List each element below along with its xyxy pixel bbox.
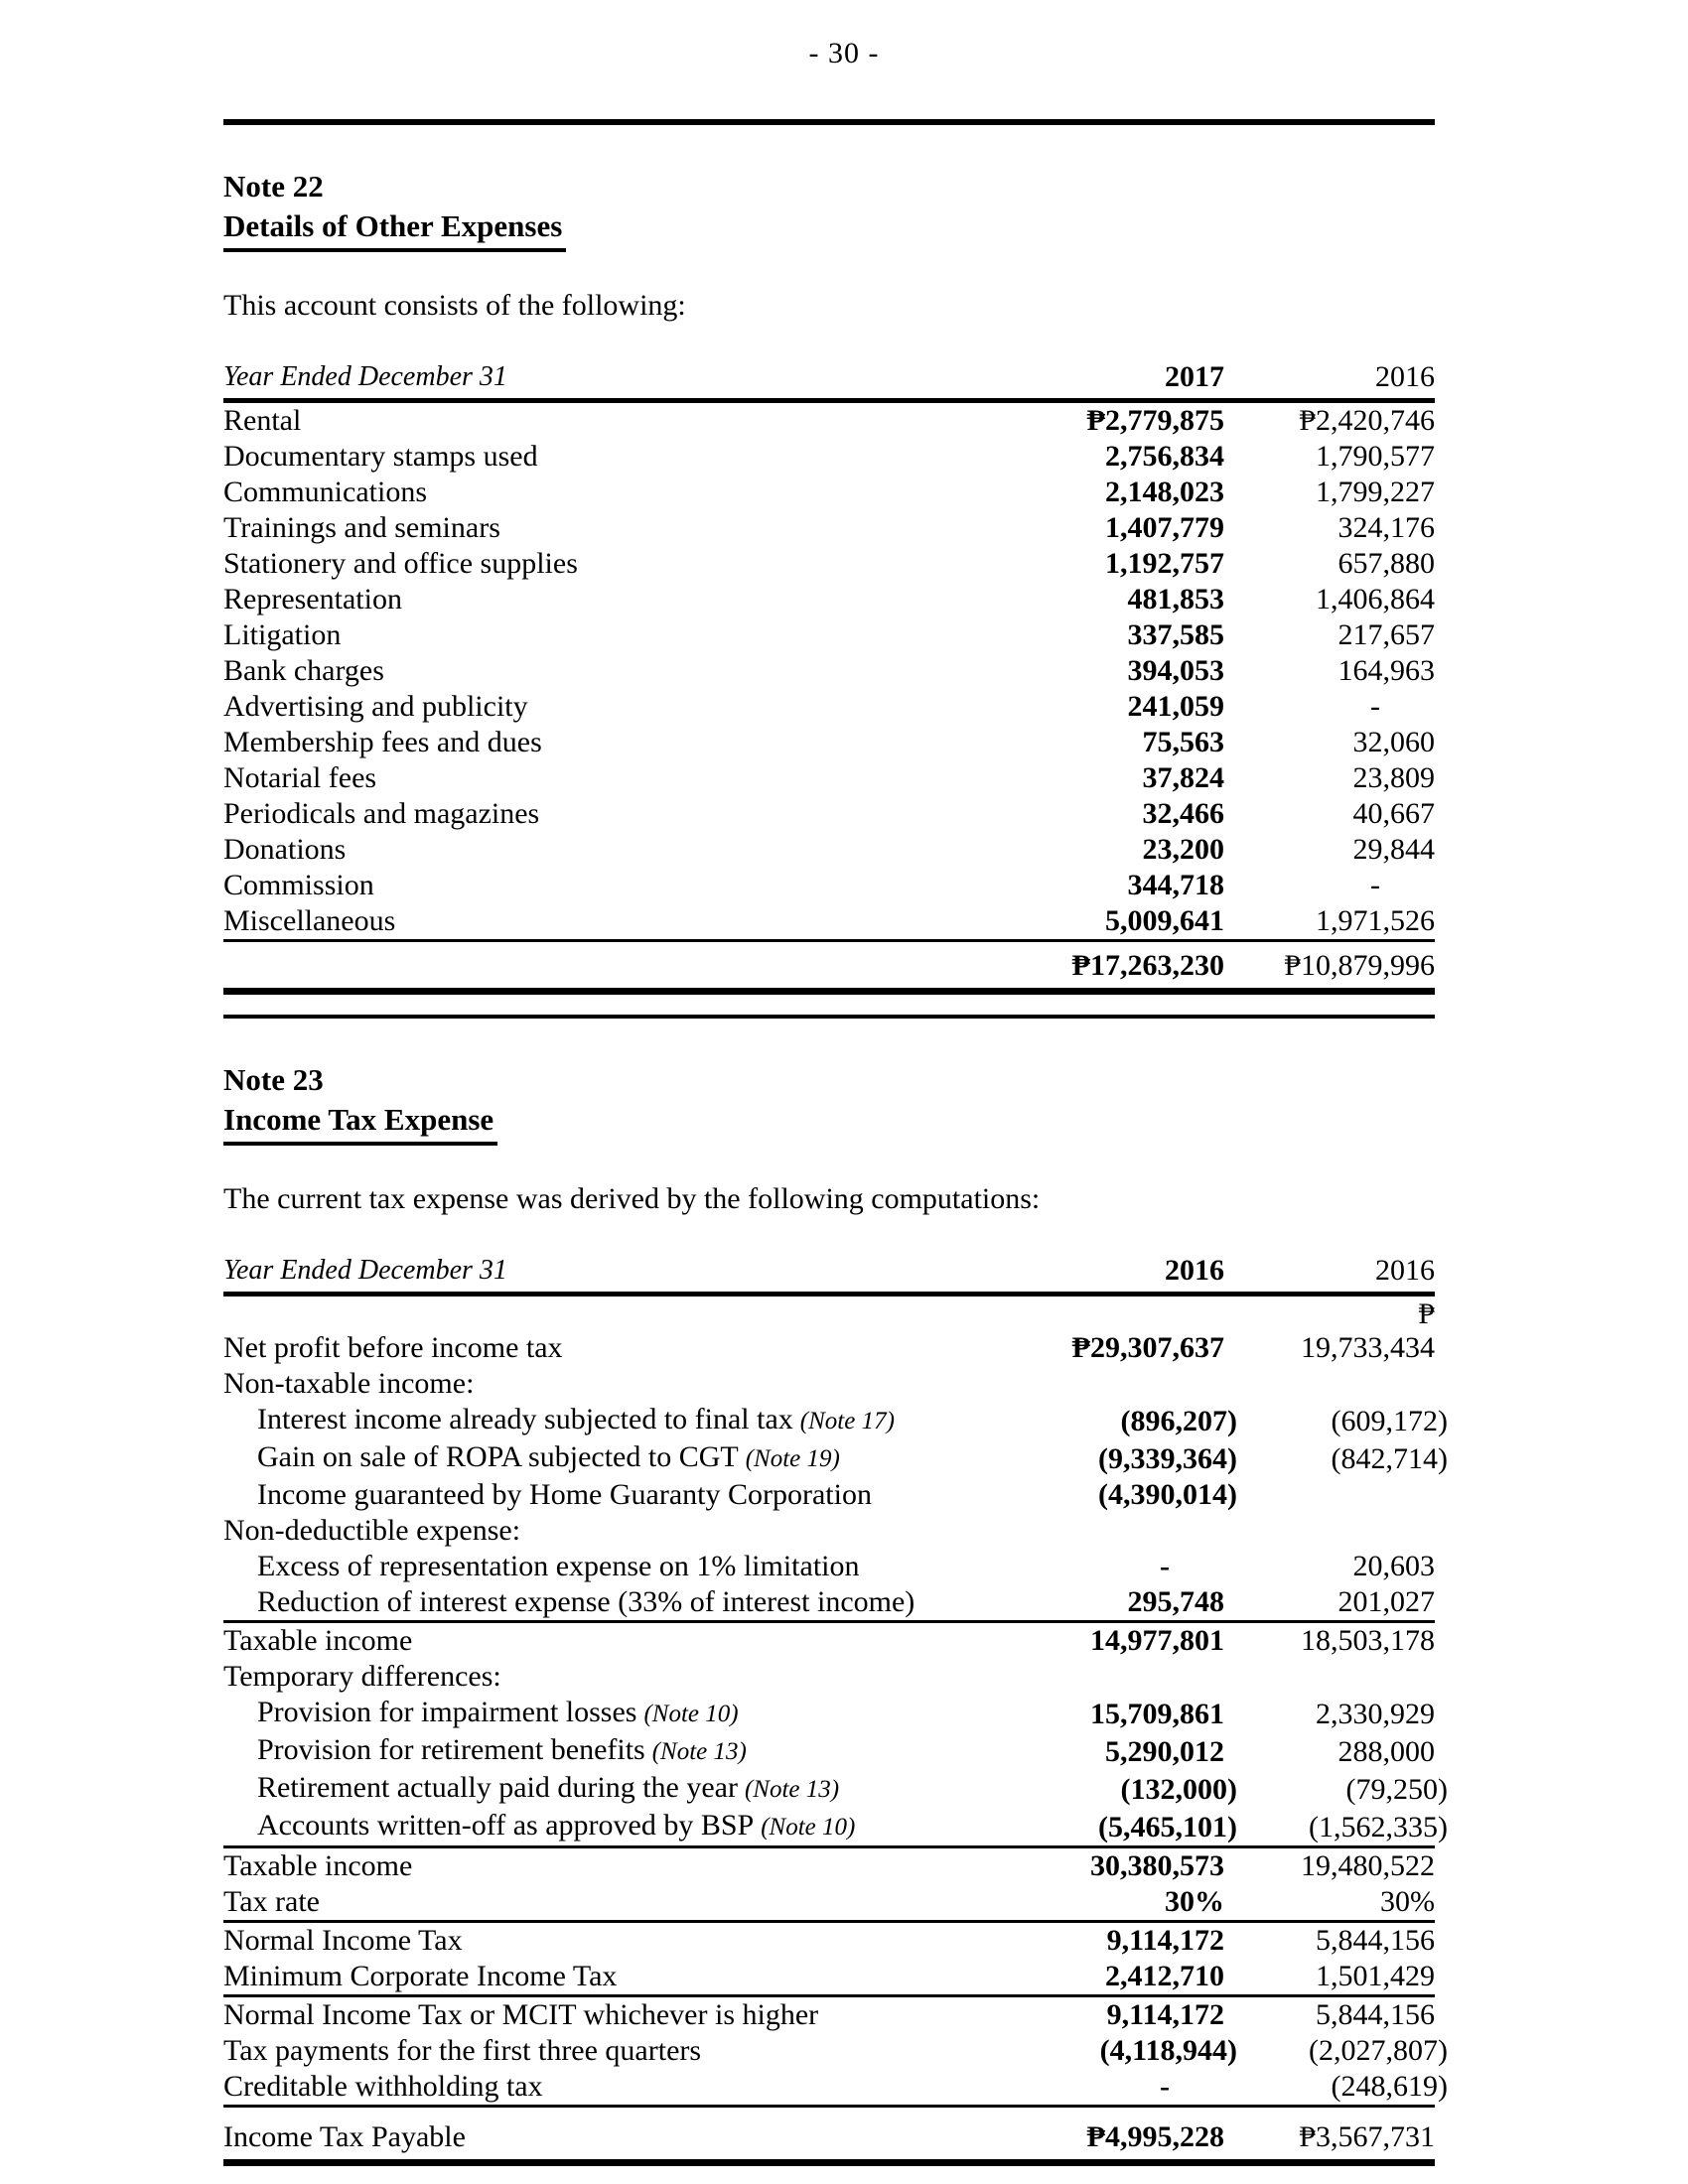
row-value-1: 75,563 (1142, 726, 1224, 758)
row-label: Representation (223, 583, 402, 615)
table-row (223, 1549, 1435, 1584)
year-col1-header: 2016 (1165, 1254, 1224, 1287)
note22-title-row (223, 206, 1435, 252)
row-label: Miscellaneous (223, 904, 396, 937)
year-col1-header: 2017 (1165, 360, 1224, 393)
row-value-1: 23,200 (1142, 833, 1224, 866)
row-value-2: 1,790,577 (1316, 440, 1435, 473)
total-value-2: ₱10,879,996 (1284, 949, 1435, 982)
table-row (223, 1996, 1435, 2034)
note-reference: (Note 13) (651, 1738, 747, 1765)
row-value-1: 2,756,834 (1105, 440, 1224, 473)
note-reference: (Note 10) (761, 1814, 856, 1841)
section-divider (223, 1015, 1435, 1019)
table-row (223, 1959, 1435, 1996)
row-label: Stationery and office supplies (223, 547, 578, 580)
row-value-2: 657,880 (1337, 547, 1435, 580)
table-row (223, 1439, 1435, 1477)
page-content (223, 119, 1448, 2166)
row-value-2: 288,000 (1337, 1735, 1435, 1768)
row-value-2: 1,799,227 (1316, 476, 1435, 508)
row-value-1: 14,977,801 (1090, 1624, 1224, 1657)
row-value-2: (79,250) (1345, 1773, 1448, 1806)
row-value-2: 32,060 (1352, 726, 1435, 758)
row-label: Communications (223, 476, 427, 508)
row-value-1: 30% (1165, 1885, 1224, 1918)
row-label: Membership fees and dues (223, 726, 542, 758)
note23-title: Income Tax Expense (223, 1100, 497, 1146)
row-value-2: 19,480,522 (1301, 1849, 1435, 1882)
table-row (223, 1922, 1435, 1960)
note-reference: (Note 10) (643, 1701, 739, 1727)
row-label: Taxable income (223, 1624, 413, 1657)
table-row (223, 1884, 1435, 1922)
row-label: Retirement actually paid during the year (257, 1771, 738, 1804)
note23-intro: The current tax expense was derived by the following computations: (223, 1182, 1041, 1215)
note22-number: Note 22 (223, 169, 324, 204)
section-row (223, 1659, 1435, 1695)
table-row (223, 1808, 1435, 1847)
row-value-1: 2,412,710 (1105, 1960, 1224, 1992)
note22-title: Details of Other Expenses (223, 206, 566, 252)
row-label: Interest income already subjected to final tax (257, 1403, 793, 1435)
row-label: Donations (223, 833, 347, 866)
row-value-1: ₱2,779,875 (1086, 404, 1224, 437)
row-value-2: 30% (1380, 1885, 1435, 1918)
row-value-2: 29,844 (1352, 833, 1435, 866)
row-value-1: 1,407,779 (1105, 511, 1224, 544)
table-row (223, 868, 1435, 903)
row-label: Excess of representation expense on 1% limitation (257, 1550, 860, 1582)
row-value-1: (5,465,101) (1098, 1811, 1237, 1843)
row-value-2: 18,503,178 (1301, 1624, 1435, 1657)
total-value-2: ₱3,567,731 (1299, 2120, 1435, 2153)
table-row (223, 475, 1435, 510)
row-value-1: 481,853 (1127, 583, 1224, 615)
total-label: Income Tax Payable (223, 2120, 466, 2153)
row-label: Rental (223, 404, 302, 437)
row-value-2: 1,406,864 (1316, 583, 1435, 615)
row-label: Provision for impairment losses (257, 1696, 637, 1728)
row-label: Reduction of interest expense (33% of interest income) (257, 1585, 915, 1618)
row-label: Creditable withholding tax (223, 2070, 543, 2103)
table-row (223, 1330, 1435, 1366)
row-value-1: 241,059 (1127, 690, 1224, 723)
row-label: Litigation (223, 618, 342, 651)
row-value-2: 40,667 (1352, 797, 1435, 830)
total-row (223, 941, 1435, 992)
row-value-1: 5,009,641 (1105, 904, 1224, 937)
note-reference: (Note 17) (799, 1408, 895, 1434)
table-row (223, 653, 1435, 689)
table-row (223, 1584, 1435, 1622)
peso-sign: ₱ (1418, 1297, 1435, 1330)
table-header-row (223, 359, 1435, 401)
row-value-2: 217,657 (1337, 618, 1435, 651)
note23-heading (223, 1060, 1435, 1146)
total-row (223, 2107, 1435, 2163)
row-label: Net profit before income tax (223, 1331, 563, 1364)
row-value-1: - (1160, 2070, 1170, 2103)
row-value-1: 1,192,757 (1105, 547, 1224, 580)
row-label: Temporary differences: (223, 1660, 501, 1693)
currency-symbol-row (223, 1295, 1435, 1331)
row-value-2: (2,027,807) (1309, 2034, 1448, 2067)
row-label: Tax rate (223, 1885, 321, 1918)
row-value-2: 2,330,929 (1316, 1698, 1435, 1730)
row-label: Advertising and publicity (223, 690, 528, 723)
row-value-1: 2,148,023 (1105, 476, 1224, 508)
table-row (223, 1477, 1435, 1513)
row-label: Gain on sale of ROPA subjected to CGT (257, 1440, 739, 1473)
row-value-2: 164,963 (1337, 654, 1435, 687)
row-label: Notarial fees (223, 761, 377, 794)
row-label: Documentary stamps used (223, 440, 538, 473)
note22-heading (223, 167, 1435, 252)
row-value-1: (896,207) (1120, 1405, 1237, 1437)
section-row (223, 1513, 1435, 1549)
row-value-1: 344,718 (1127, 869, 1224, 901)
row-value-2: - (1370, 690, 1380, 723)
table-row (223, 760, 1435, 796)
row-label: Commission (223, 869, 374, 901)
year-col2-header: 2016 (1375, 360, 1435, 393)
row-value-2: 5,844,156 (1316, 1998, 1435, 2031)
row-value-1: 37,824 (1142, 761, 1224, 794)
row-label: Minimum Corporate Income Tax (223, 1960, 618, 1992)
row-value-2: (842,714) (1331, 1442, 1448, 1475)
table-row (223, 401, 1435, 440)
table-row (223, 617, 1435, 653)
note22-intro: This account consists of the following: (223, 289, 686, 322)
note-reference: (Note 19) (745, 1445, 840, 1472)
row-value-2: 1,501,429 (1316, 1960, 1435, 1992)
row-value-1: 5,290,012 (1105, 1735, 1224, 1768)
total-value-1: ₱17,263,230 (1071, 949, 1224, 982)
table-row (223, 2033, 1435, 2069)
table-row (223, 796, 1435, 832)
note23-number: Note 23 (223, 1062, 324, 1097)
subtotal-row (223, 1622, 1435, 1660)
row-value-1: 30,380,573 (1090, 1849, 1224, 1882)
table-row (223, 1695, 1435, 1732)
table-row (223, 689, 1435, 725)
row-value-2: 23,809 (1352, 761, 1435, 794)
row-label: Normal Income Tax (223, 1924, 463, 1957)
header-rule (223, 119, 1435, 125)
row-value-1: ₱29,307,637 (1071, 1331, 1224, 1364)
row-label: Accounts written-off as approved by BSP (257, 1809, 755, 1842)
year-col2-header: 2016 (1375, 1254, 1435, 1287)
table-row (223, 1732, 1435, 1770)
row-value-1: (132,000) (1120, 1773, 1237, 1806)
row-label: Income guaranteed by Home Guaranty Corporation (257, 1478, 872, 1511)
row-label: Tax payments for the first three quarters (223, 2034, 702, 2067)
table-row (223, 832, 1435, 868)
table-row (223, 2069, 1435, 2107)
row-value-2: (609,172) (1331, 1405, 1448, 1437)
table-row (223, 1770, 1435, 1808)
row-value-2: 1,971,526 (1316, 904, 1435, 937)
total-value-1: ₱4,995,228 (1086, 2120, 1224, 2153)
income-tax-table (223, 1253, 1448, 2166)
period-header: Year Ended December 31 (223, 1255, 507, 1286)
row-label: Provision for retirement benefits (257, 1733, 645, 1766)
row-value-1: 295,748 (1127, 1585, 1224, 1618)
table-header-row (223, 1253, 1435, 1295)
row-value-2: 20,603 (1352, 1550, 1435, 1582)
row-value-2: (248,619) (1331, 2070, 1448, 2103)
row-label: Periodicals and magazines (223, 797, 540, 830)
row-value-2: 201,027 (1337, 1585, 1435, 1618)
row-value-1: 15,709,861 (1090, 1698, 1224, 1730)
row-value-1: - (1160, 1550, 1170, 1582)
row-value-2: ₱2,420,746 (1299, 404, 1435, 437)
row-label: Trainings and seminars (223, 511, 500, 544)
row-value-1: (4,118,944) (1099, 2034, 1237, 2067)
other-expenses-table (223, 359, 1435, 995)
row-label: Non-taxable income: (223, 1367, 475, 1400)
subtotal-row (223, 1847, 1435, 1885)
row-label: Normal Income Tax or MCIT whichever is higher (223, 1998, 819, 2031)
row-label: Taxable income (223, 1849, 413, 1882)
section-row (223, 1366, 1435, 1402)
table-row (223, 582, 1435, 617)
row-value-1: 9,114,172 (1106, 1998, 1224, 2031)
table-row (223, 510, 1435, 546)
row-value-2: 19,733,434 (1301, 1331, 1435, 1364)
note-reference: (Note 13) (744, 1776, 840, 1803)
row-value-1: 32,466 (1142, 797, 1224, 830)
row-value-1: 337,585 (1127, 618, 1224, 651)
table-row (223, 546, 1435, 582)
row-value-1: (9,339,364) (1098, 1442, 1237, 1475)
table-row (223, 903, 1435, 941)
row-value-1: 9,114,172 (1106, 1924, 1224, 1957)
row-value-2: 324,176 (1337, 511, 1435, 544)
row-value-1: (4,390,014) (1098, 1478, 1237, 1511)
row-value-1: 394,053 (1127, 654, 1224, 687)
row-label: Bank charges (223, 654, 384, 687)
table-row (223, 725, 1435, 760)
row-value-2: - (1370, 869, 1380, 901)
table-row (223, 1402, 1435, 1439)
page-number: - 30 - (808, 37, 880, 69)
row-label: Non-deductible expense: (223, 1514, 521, 1547)
row-value-2: 5,844,156 (1316, 1924, 1435, 1957)
row-value-2: (1,562,335) (1309, 1811, 1448, 1843)
note23-title-row (223, 1100, 1435, 1146)
table-row (223, 439, 1435, 475)
period-header: Year Ended December 31 (223, 361, 507, 392)
